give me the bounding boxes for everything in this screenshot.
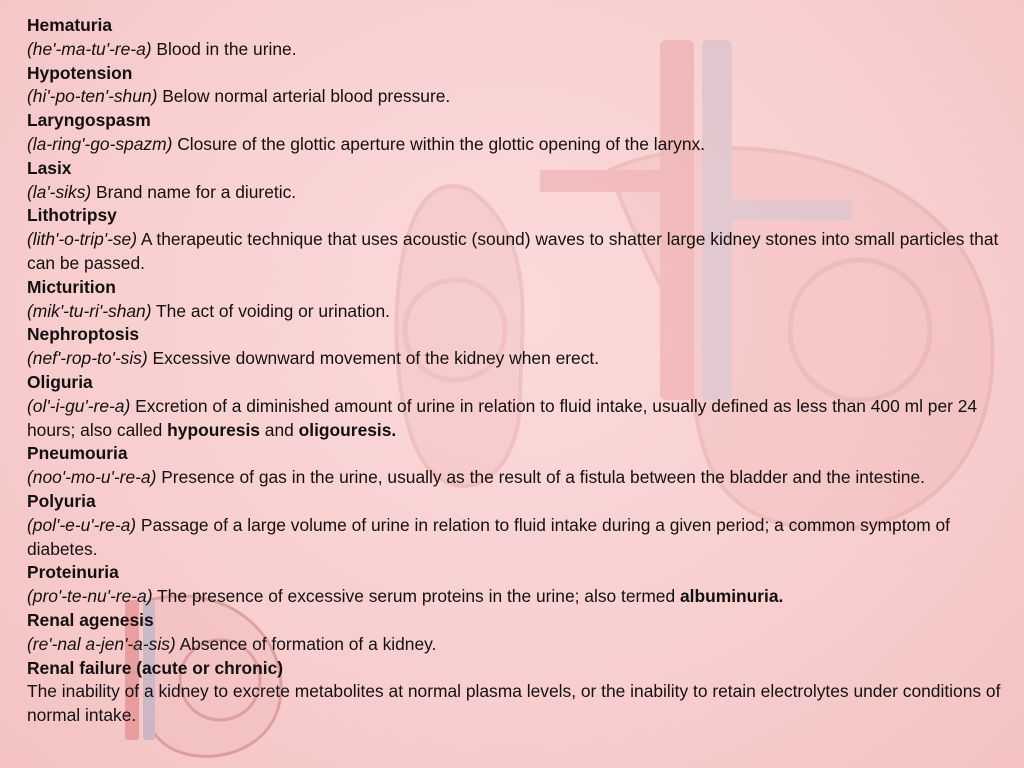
term-polyuria: Polyuria [27,490,96,511]
definition-hypotension [27,85,1002,109]
definition-text: Absence of formation of a kidney. [175,633,437,654]
pronunciation: (lith'-o-trip'-se) [27,229,138,250]
synonym-term: albuminuria. [679,586,784,607]
definition-polyuria [27,514,1002,562]
pronunciation: (mik'-tu-ri'-shan) [27,300,152,321]
definition-text: A therapeutic technique that uses acoustic (sound) waves to shatter large kidney stones into small particles that can be passed. [27,229,999,273]
definition-text: Closure of the glottic aperture within the glottic opening of the larynx. [172,133,706,154]
term-renal-agenesis: Renal agenesis [27,609,154,630]
pronunciation: (he'-ma-tu'-re-a) [27,38,152,59]
definition-lasix [27,181,1002,205]
term-renal-failure: Renal failure (acute or chronic) [27,657,284,678]
definition-text: Presence of gas in the urine, usually as the result of a fistula between the bladder and the intestine. [156,467,925,488]
term-pneumouria: Pneumouria [27,443,128,464]
term-micturition: Micturition [27,276,116,297]
pronunciation: (nef'-rop-to'-sis) [27,348,148,369]
pronunciation: (ol'-i-gu'-re-a) [27,395,131,416]
pronunciation: (noo'-mo-u'-re-a) [27,467,157,488]
pronunciation: (pol'-e-u'-re-a) [27,514,137,535]
definition-renal-agenesis [27,633,1002,657]
definition-text-conjunction: and [259,419,299,440]
pronunciation: (re'-nal a-jen'-a-sis) [27,633,176,654]
pronunciation: (la'-siks) [27,181,92,202]
term-nephroptosis: Nephroptosis [27,324,140,345]
pronunciation: (la-ring'-go-spazm) [27,133,173,154]
definition-text: The act of voiding or urination. [151,300,390,321]
definition-text: Brand name for a diuretic. [91,181,297,202]
definition-text: Excessive downward movement of the kidney when erect. [147,348,600,369]
term-laryngospasm: Laryngospasm [27,110,151,131]
definition-text: Below normal arterial blood pressure. [157,86,451,107]
synonym-term: oligouresis. [298,419,397,440]
definition-text: Excretion of a diminished amount of urine in relation to fluid intake, usually defined as less than 400 ml per 24 hours; also called [27,395,978,440]
term-lithotripsy: Lithotripsy [27,205,117,226]
pronunciation: (pro'-te-nu'-re-a) [27,586,153,607]
term-hematuria: Hematuria [27,15,113,35]
term-oliguria: Oliguria [27,371,93,392]
definition-hematuria [27,38,1002,62]
definition-proteinuria [27,585,1002,609]
term-proteinuria: Proteinuria [27,562,119,583]
term-lasix: Lasix [27,157,72,178]
definition-lithotripsy [27,228,1002,276]
definition-renal-failure: The inability of a kidney to excrete metabolites at normal plasma levels, or the inability to retain electrolytes under conditions of normal intake. [27,681,1001,726]
definition-laryngospasm [27,133,1002,157]
definition-nephroptosis [27,347,1002,371]
definition-text: The presence of excessive serum proteins in the urine; also termed [152,586,680,607]
definition-text: Blood in the urine. [151,38,297,59]
synonym-term: hypouresis [167,419,260,440]
definition-text: Passage of a large volume of urine in relation to fluid intake during a given period; a common symptom of diabetes. [27,514,951,559]
definition-micturition [27,300,1002,324]
glossary-text [27,14,1002,728]
pronunciation: (hi'-po-ten'-shun) [27,86,158,107]
term-hypotension: Hypotension [27,62,133,83]
definition-oliguria [27,395,1002,443]
definition-pneumouria [27,466,1002,490]
